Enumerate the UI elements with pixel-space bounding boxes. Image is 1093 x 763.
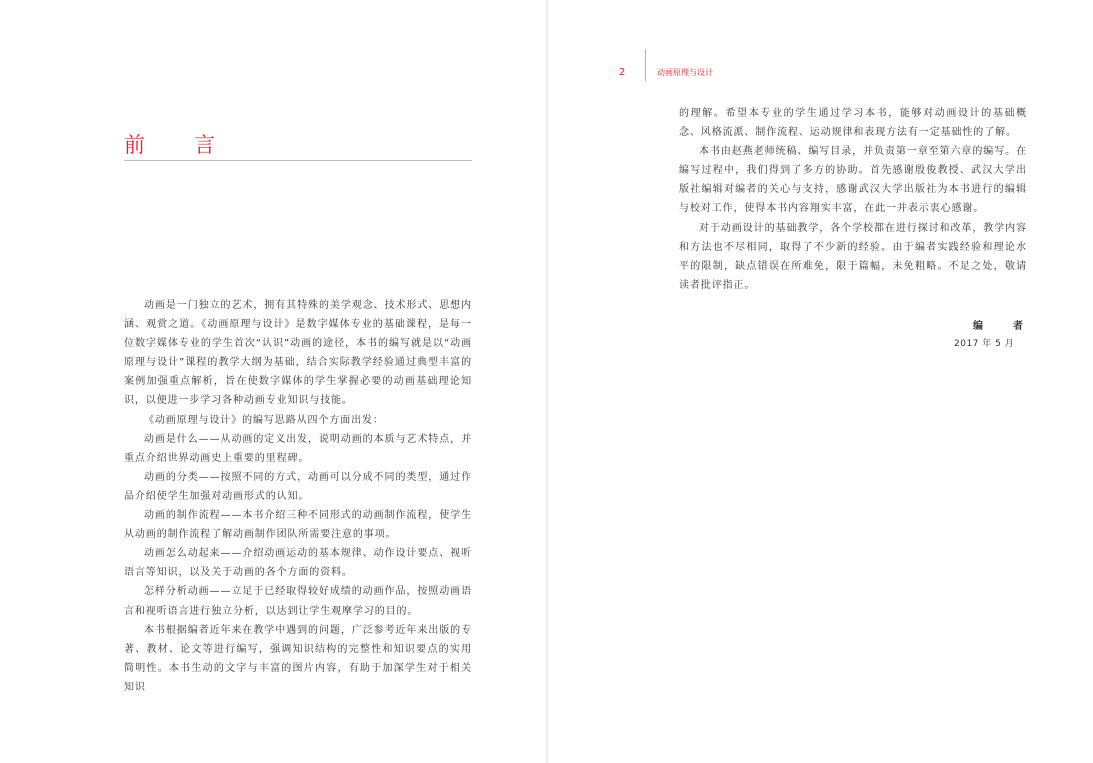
paragraph: 《动画原理与设计》的编写思路从四个方面出发： bbox=[144, 414, 384, 426]
left-page bbox=[0, 0, 546, 763]
paragraph: 的理解。希望本专业的学生通过学习本书，能够对动画设计的基础概念、风格流派、制作流程、运动规律和表现方法有一定基础性的了解。 bbox=[679, 108, 1027, 139]
editor-signature: 编 者 bbox=[973, 321, 1033, 332]
right-page bbox=[549, 0, 1093, 763]
running-header-title: 动画原理与设计 bbox=[657, 68, 713, 77]
paragraph: 对于动画设计的基础教学，各个学校都在进行探讨和改革，教学内容和方法也不尽相同，取得了不少新的经验。由于编者实践经验和理论水平的限制，缺点错误在所难免，限于篇幅，未免粗略。不足之处，敬请读者批评指正。 bbox=[679, 222, 1027, 291]
title-underline bbox=[124, 160, 472, 161]
paragraph: 怎样分析动画——立足于已经取得较好成绩的动画作品，按照动画语言和视听语言进行独立分析，以达到让学生观摩学习的目的。 bbox=[124, 586, 472, 617]
paragraph: 动画是一门独立的艺术，拥有其特殊的美学观念、技术形式、思想内涵、观赏之道。《动画原理与设计》是数字媒体专业的基础课程，是每一位数字媒体专业的学生首次“认识”动画的途径，本书的编写就是以“动画原理与设计”课程的教学大纲为基础，结合实际教学经验通过典型丰富的案例加强重点解析，旨在使数字媒体的学生掌握必要的动画基础理论知识，以便进一步学习各种动画专业知识与技能。 bbox=[124, 300, 472, 407]
page-title: 前 言 bbox=[124, 133, 229, 157]
header-divider bbox=[645, 49, 646, 81]
preface-body-right bbox=[679, 104, 1027, 295]
paragraph: 本书根据编者近年来在教学中遇到的问题，广泛参考近年来出版的专著、教材、论文等进行编写，强调知识结构的完整性和知识要点的实用简明性。本书生动的文字与丰富的图片内容，有助于加深学生对于相关知识 bbox=[124, 624, 472, 693]
paragraph: 本书由赵燕老师统稿、编写目录，并负责第一章至第六章的编写。在编写过程中，我们得到了多方的协助。首先感谢殷俊教授、武汉大学出版社编辑对编者的关心与支持，感谢武汉大学出版社为本书进行的编辑与校对工作，使得本书内容翔实丰富，在此一并表示衷心感谢。 bbox=[679, 146, 1027, 215]
signature-date: 2017 年 5 月 bbox=[954, 339, 1015, 349]
paragraph: 动画的分类——按照不同的方式，动画可以分成不同的类型，通过作品介绍使学生加强对动画形式的认知。 bbox=[124, 471, 472, 502]
paragraph: 动画的制作流程——本书介绍三种不同形式的动画制作流程，使学生从动画的制作流程了解动画制作团队所需要注意的事项。 bbox=[124, 510, 472, 541]
paragraph: 动画怎么动起来——介绍动画运动的基本规律、动作设计要点、视听语言等知识，以及关于动画的各个方面的资料。 bbox=[124, 548, 472, 579]
paragraph: 动画是什么——从动画的定义出发，说明动画的本质与艺术特点，并重点介绍世界动画史上重要的里程碑。 bbox=[124, 433, 472, 464]
page-number: 2 bbox=[619, 67, 626, 78]
preface-body-left bbox=[124, 296, 472, 697]
